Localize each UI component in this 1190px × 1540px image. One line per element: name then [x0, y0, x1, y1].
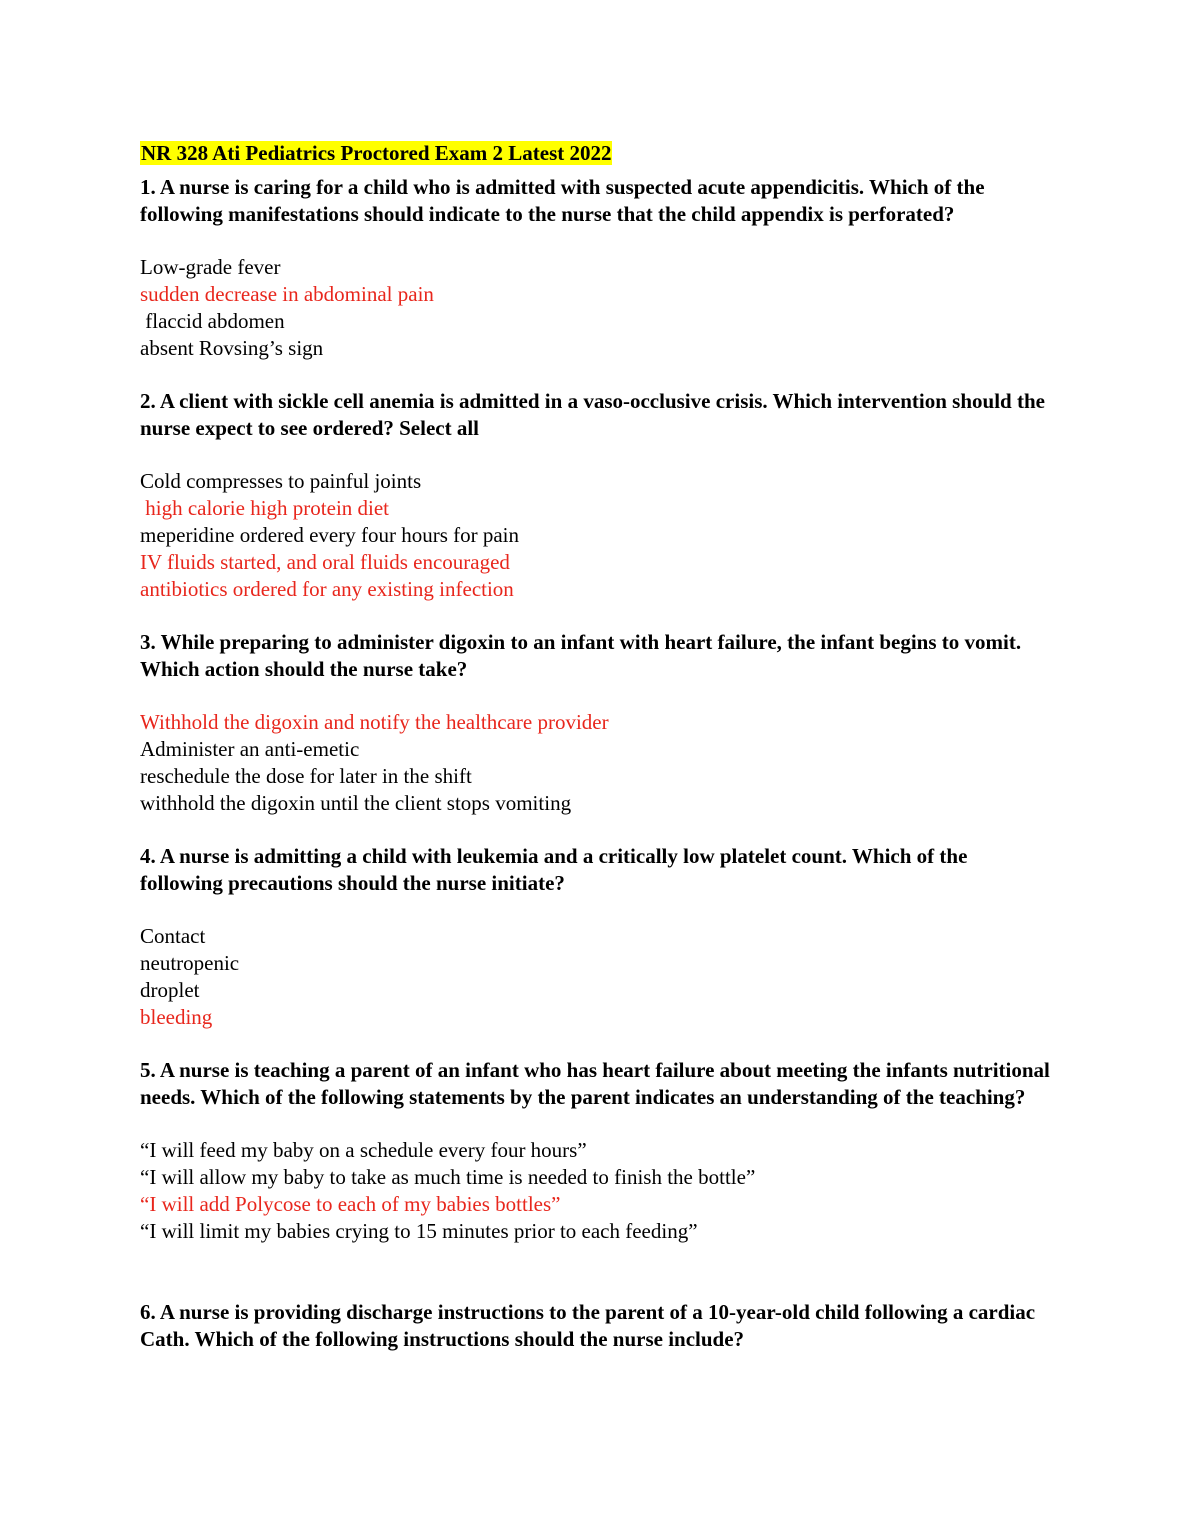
- question-1-option-3: flaccid abdomen: [140, 309, 285, 333]
- question-2-options: [140, 468, 1050, 603]
- question-5-option-2: “I will allow my baby to take as much time is needed to finish the bottle”: [140, 1165, 756, 1189]
- question-2-option-3: meperidine ordered every four hours for pain: [140, 523, 520, 547]
- question-4-prompt: 4. A nurse is admitting a child with leukemia and a critically low platelet count. Which of the following precautions should the nurse initiate?: [140, 844, 968, 895]
- document-title-text: NR 328 Ati Pediatrics Proctored Exam 2 Latest 2022: [141, 141, 612, 165]
- question-5-options: [140, 1137, 1050, 1245]
- question-5-option-1: “I will feed my baby on a schedule every four hours”: [140, 1138, 587, 1162]
- question-1-option-1: Low-grade fever: [140, 255, 281, 279]
- document-title: [140, 140, 1050, 167]
- question-5-option-4: “I will limit my babies crying to 15 minutes prior to each feeding”: [140, 1219, 698, 1243]
- question-4-options: [140, 923, 1050, 1031]
- question-3-option-4: withhold the digoxin until the client stops vomiting: [140, 791, 572, 815]
- question-2-prompt: 2. A client with sickle cell anemia is admitted in a vaso-occlusive crisis. Which intervention should the nurse expect to see ordered? Select all: [140, 389, 1045, 440]
- question-3-option-3: reschedule the dose for later in the shift: [140, 764, 472, 788]
- question-4-option-2: neutropenic: [140, 951, 240, 975]
- question-4-option-1: Contact: [140, 924, 206, 948]
- question-1-options: [140, 254, 1050, 362]
- question-4-option-4-correct: bleeding: [140, 1005, 213, 1029]
- question-5-prompt: 5. A nurse is teaching a parent of an infant who has heart failure about meeting the infants nutritional needs. Which of the following statements by the parent indicates an understanding of the teaching?: [140, 1058, 1050, 1109]
- question-2-option-4-correct: IV fluids started, and oral fluids encouraged: [140, 550, 510, 574]
- question-6-prompt: 6. A nurse is providing discharge instructions to the parent of a 10-year-old child following a cardiac Cath. Which of the following instructions should the nurse include?: [140, 1300, 1036, 1351]
- question-3-prompt: 3. While preparing to administer digoxin to an infant with heart failure, the infant begins to vomit. Which action should the nurse take?: [140, 630, 1022, 681]
- question-1-option-2-correct: sudden decrease in abdominal pain: [140, 282, 434, 306]
- question-2-option-2-correct: high calorie high protein diet: [140, 496, 390, 520]
- question-2-option-1: Cold compresses to painful joints: [140, 469, 422, 493]
- question-4-option-3: droplet: [140, 978, 200, 1002]
- document-page: [140, 140, 1050, 1353]
- question-3-options: [140, 709, 1050, 817]
- question-1-prompt: 1. A nurse is caring for a child who is admitted with suspected acute appendicitis. Which of the following manifestations should indicate to the nurse that the child appendix is perforated?: [140, 175, 985, 226]
- question-3-option-1-correct: Withhold the digoxin and notify the healthcare provider: [140, 710, 609, 734]
- question-5-option-3-correct: “I will add Polycose to each of my babies bottles”: [140, 1192, 561, 1216]
- question-2-option-5-correct: antibiotics ordered for any existing infection: [140, 577, 514, 601]
- question-1-option-4: absent Rovsing’s sign: [140, 336, 324, 360]
- question-3-option-2: Administer an anti-emetic: [140, 737, 360, 761]
